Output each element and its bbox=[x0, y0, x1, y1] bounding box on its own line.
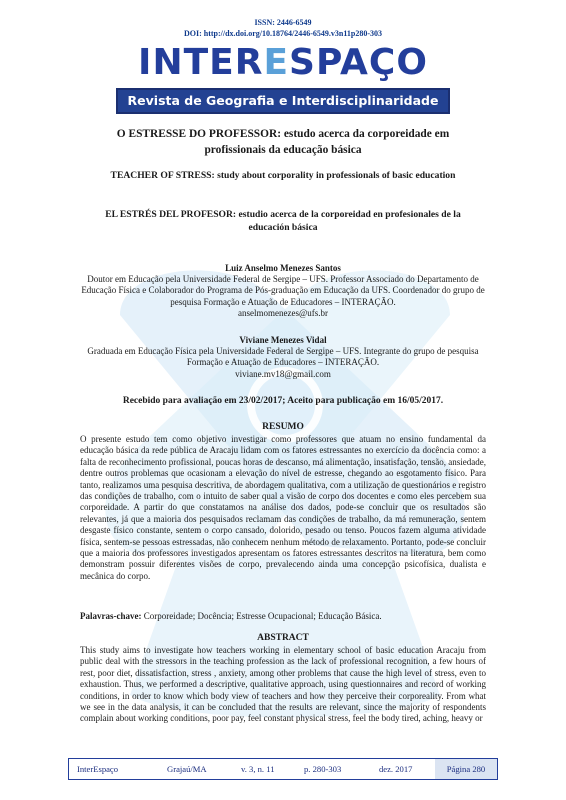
footer-pages: p. 280-303 bbox=[304, 764, 342, 774]
logo-text-espaco: SPAÇO bbox=[289, 42, 428, 83]
footer-volume: v. 3, n. 11 bbox=[241, 764, 275, 774]
author-email[interactable]: anselmomenezes@ufs.br bbox=[237, 307, 328, 318]
logo-text-inter: INTER bbox=[138, 42, 264, 83]
author-block-1 bbox=[80, 263, 486, 319]
footer-page-number: Página 280 bbox=[435, 759, 497, 779]
title-portuguese: O ESTRESSE DO PROFESSOR: estudo acerca da corporeidade em profissionais da educação básica bbox=[116, 128, 450, 156]
author-name: Luiz Anselmo Menezes Santos bbox=[225, 263, 341, 273]
author-email[interactable]: viviane.mv18@gmail.com bbox=[235, 368, 331, 379]
footer-journal: InterEspaço bbox=[77, 764, 119, 774]
abstract-text: This study aims to investigate how teachers working in elementary school of basic education Aracaju from public deal with the stressors in the teaching profession as the lack of professional recognition, a few hours of rest, poor diet, dissatisfaction, stress , anxiety, among other problems that cause the high level of stress, even to exhaustion. Thus, we performed a descriptive, qualitative approach, using questionnaires and record of working conditions, in order to know which body view of teachers and how they perceive their corporeality. From what we see in the data analysis, it can be concluded that the results are relevant, since the majority of respondents complain about working conditions, poor pay, feel constant physical stress, feel the body tired, aching, heavy or bbox=[80, 645, 486, 724]
journal-logo bbox=[0, 40, 566, 86]
resumo-heading: RESUMO bbox=[262, 422, 304, 432]
received-dates: Recebido para avaliação em 23/02/2017; Aceito para publicação em 16/05/2017. bbox=[122, 396, 444, 406]
page-footer bbox=[68, 758, 498, 780]
footer-date: dez. 2017 bbox=[379, 764, 413, 774]
title-spanish: EL ESTRÉS DEL PROFESOR: estudio acerca de la corporeidad en profesionales de la educación básica bbox=[105, 209, 461, 233]
journal-subtitle-banner: Revista de Geografia e Interdisciplinaridade bbox=[116, 88, 450, 114]
author-bio: Doutor em Educação pela Universidade Federal de Sergipe – UFS. Professor Associado do Departamento de Educação Física e Colaborador do Programa de Pós-graduação em Educação da UFS. Coordenador do grupo de pesquisa Formação e Atuação de Educadores – INTERAÇÃO. bbox=[81, 274, 485, 307]
footer-city: Grajaú/MA bbox=[167, 764, 207, 774]
issn: ISSN: 2446-6549 bbox=[254, 18, 312, 27]
author-bio: Graduada em Educação Física pela Universidade Federal de Sergipe – UFS. Integrante do grupo de pesquisa Formação e Atuação de Educadores – INTERAÇÃO. bbox=[87, 346, 479, 368]
keywords-label: Palavras-chave: bbox=[80, 611, 142, 621]
author-block-2 bbox=[80, 335, 486, 380]
title-english: TEACHER OF STRESS: study about corporality in professionals of basic education bbox=[110, 170, 456, 181]
resumo-text: O presente estudo tem como objetivo investigar como professores que atuam no ensino fundamental da educação básica da rede pública de Aracaju lidam com os fatores estressantes no exercício da docência como: a falta de reconhecimento profissional, poucas horas de descanso, má alimentação, insatisfação, tensão, ansiedade, dentre outros problemas que ocasionam a elevação do nível de estresse, chegando ao esgotamento físico. Para tanto, realizamos uma pesquisa descritiva, de abordagem qualitativa, com a utilização de questionários e registro das condições de trabalho, com o intuito de saber qual a visão de corpo dos docentes e como eles percebem sua corporeidade. A partir do que constatamos na análise dos dados, pode-se concluir que os resultados são relevantes, já que a maioria dos pesquisados reclamam das condições de trabalho, da má remuneração, sentem desgaste físico constante, sentem o corpo cansado, dolorido, pesado ou tenso. Poucos fazem alguma atividade física, sentem-se pessoas estressadas, não conhecem nenhum método de relaxamento. Portanto, pode-se concluir que a maioria dos professores investigados apresentam os fatores estressantes descritos na literatura, bem como demonstram possuir diferentes visões de corpo, prevalecendo ainda uma concepção psicofísica, dualista e mecânica do corpo. bbox=[80, 434, 486, 581]
doi-link[interactable]: DOI: http://dx.doi.org/10.18764/2446-6549.v3n11p280-303 bbox=[183, 29, 382, 38]
author-name: Viviane Menezes Vidal bbox=[239, 335, 327, 345]
logo-text-e: E bbox=[263, 42, 290, 83]
keywords-text: Corporeidade; Docência; Estresse Ocupacional; Educação Básica. bbox=[143, 611, 382, 621]
keywords bbox=[80, 611, 486, 622]
abstract-heading: ABSTRACT bbox=[257, 633, 309, 643]
